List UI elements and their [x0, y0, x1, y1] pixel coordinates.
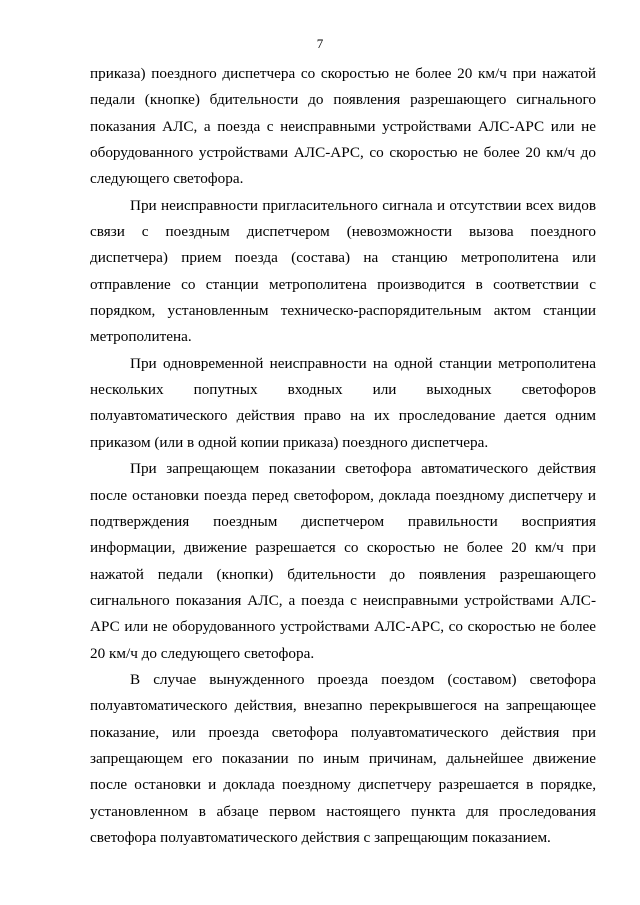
paragraph-continuation: приказа) поездного диспетчера со скоростью не более 20 км/ч при нажатой педали (кнопке) бдительности до появления разрешающего сигнального показания АЛС, а поезда с неисправными устройствами АЛС-АРС или не оборудованного устройствами АЛС-АРС, со скоростью не более 20 км/ч до следующего светофора. [90, 65, 596, 188]
paragraph-forced-signal-pass: В случае вынужденного проезда поездом (составом) светофора полуавтоматического действия, внезапно перекрывшегося на запрещающее показание, или проезда светофора полуавтоматического действия при запрещающем его показании по иным причинам, дальнейшее движение после остановки и доклада поездному диспетчеру разрешается в порядке, установленном в абзаце первом настоящего пункта для проследования светофора полуавтоматического действия с запрещающим показанием. [90, 670, 596, 846]
paragraph-automatic-signal-stop: При запрещающем показании светофора автоматического действия после остановки поезда перед светофором, доклада поездному диспетчеру и подтверждения поездным диспетчером правильности восприятия информации, движение разрешается со скоростью не более 20 км/ч при нажатой педали (кнопки) бдительности до появления разрешающего сигнального показания АЛС, а поезда с неисправными устройствами АЛС-АРС или не оборудованного устройствами АЛС-АРС, со скоростью не более 20 км/ч до следующего светофора. [90, 460, 596, 662]
paragraph-multiple-signals-fault: При одновременной неисправности на одной станции метрополитена нескольких попутных входных или выходных светофоров полуавтоматического действия право на их проследование дается одним приказом (или в одной копии приказа) поездного диспетчера. [90, 354, 596, 451]
page-number: 7 [316, 36, 324, 51]
paragraph-invitation-signal-fault: При неисправности пригласительного сигнала и отсутствии всех видов связи с поездным диспетчером (невозможности вызова поездного диспетчера) прием поезда (состава) на станцию метрополитена или отправление со станции метрополитена производится в соответствии с порядком, установленным техническо-распорядительным актом станции метрополитена. [90, 196, 596, 346]
document-body [90, 61, 596, 851]
